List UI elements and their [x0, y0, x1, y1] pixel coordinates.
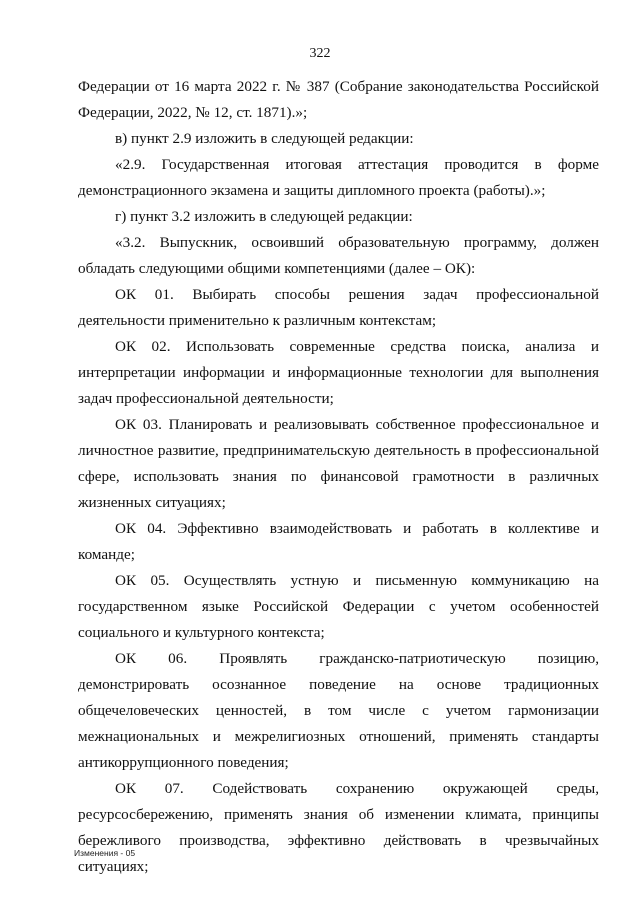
paragraph-item-v: в) пункт 2.9 изложить в следующей редакции:	[115, 130, 414, 147]
paragraph-ok-03: ОК 03. Планировать и реализовывать собственное профессиональное и личностное развитие, предпринимательскую деятельность в профессиональной сфере, использовать знания по финансовой грамотности в различных жизненных ситуациях;	[78, 416, 599, 511]
paragraph-ok-04: ОК 04. Эффективно взаимодействовать и работать в коллективе и команде;	[78, 520, 599, 563]
paragraph-ok-07: ОК 07. Содействовать сохранению окружающей среды, ресурсосбережению, применять знания об изменении климата, принципы бережливого производства, эффективно действовать в чрезвычайных ситуациях;	[78, 780, 599, 875]
footer-revision-note: Изменения - 05	[74, 848, 136, 858]
document-body	[78, 74, 599, 880]
paragraph-ok-06: ОК 06. Проявлять гражданско-патриотическую позицию, демонстрировать осознанное поведение на основе традиционных общечеловеческих ценностей, в том числе с учетом гармонизации межнациональных и межрелигиозных отношений, применять стандарты антикоррупционного поведения;	[78, 650, 599, 771]
paragraph-2-9: «2.9. Государственная итоговая аттестация проводится в форме демонстрационного экзамена и защиты дипломного проекта (работы).»;	[78, 156, 599, 199]
paragraph-ok-05: ОК 05. Осуществлять устную и письменную коммуникацию на государственном языке Российской Федерации с учетом особенностей социального и культурного контекста;	[78, 572, 599, 641]
paragraph-continuation: Федерации от 16 марта 2022 г. № 387 (Собрание законодательства Российской Федерации, 2022, № 12, ст. 1871).»;	[78, 78, 599, 121]
page-number: 322	[309, 46, 331, 61]
paragraph-item-g: г) пункт 3.2 изложить в следующей редакции:	[115, 208, 413, 225]
paragraph-3-2: «3.2. Выпускник, освоивший образовательную программу, должен обладать следующими общими компетенциями (далее – ОК):	[78, 234, 599, 277]
paragraph-ok-02: ОК 02. Использовать современные средства поиска, анализа и интерпретации информации и информационные технологии для выполнения задач профессиональной деятельности;	[78, 338, 599, 407]
paragraph-ok-01: ОК 01. Выбирать способы решения задач профессиональной деятельности применительно к различным контекстам;	[78, 286, 599, 329]
